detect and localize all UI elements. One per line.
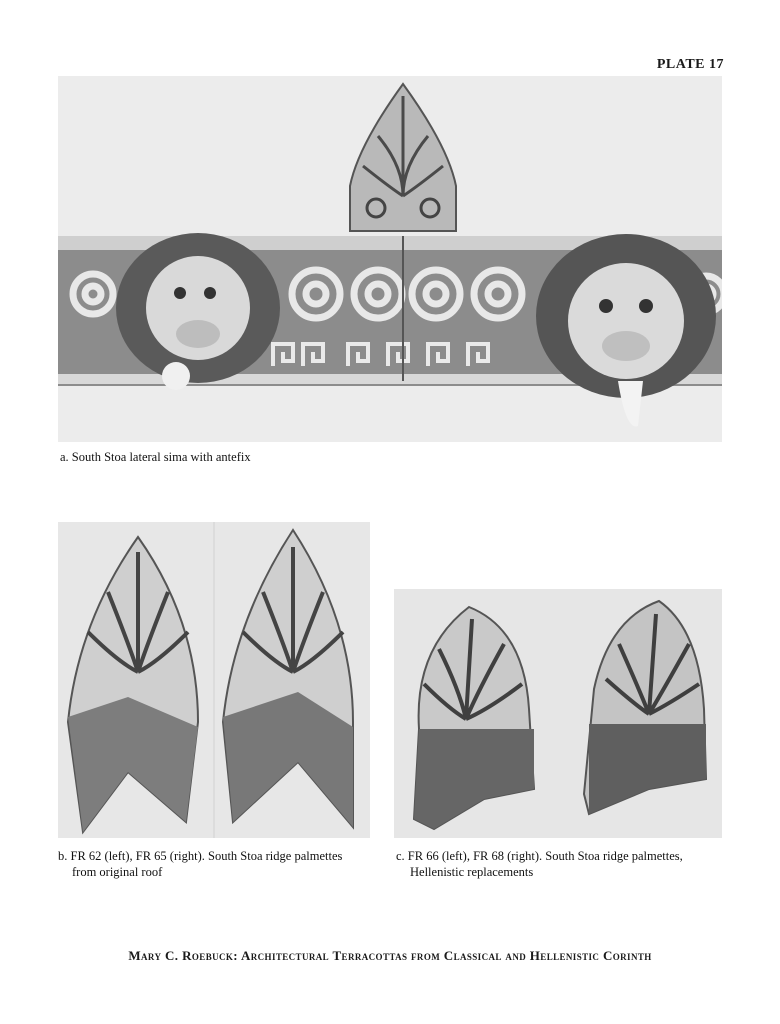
- photo-ridge-palmettes-original: [58, 522, 370, 838]
- caption-a-text: a. South Stoa lateral sima with antefix: [60, 450, 251, 464]
- photo-sima-antefix: [58, 76, 722, 442]
- caption-b: [58, 848, 388, 880]
- photo-ridge-palmettes-hellenistic: [394, 589, 722, 838]
- caption-c-text-line2: Hellenistic replacements: [410, 865, 534, 879]
- running-footer: Mary C. Roebuck: Architectural Terracottas from Classical and Hellenistic Corinth: [128, 948, 652, 963]
- caption-c: [396, 848, 726, 880]
- caption-c-text: c. FR 66 (left), FR 68 (right). South Stoa ridge palmettes,: [396, 849, 683, 863]
- caption-b-text-line2: from original roof: [72, 865, 163, 879]
- plate-number: PLATE 17: [656, 57, 724, 72]
- caption-a: [60, 449, 251, 465]
- caption-b-text: b. FR 62 (left), FR 65 (right). South Stoa ridge palmettes: [58, 849, 343, 863]
